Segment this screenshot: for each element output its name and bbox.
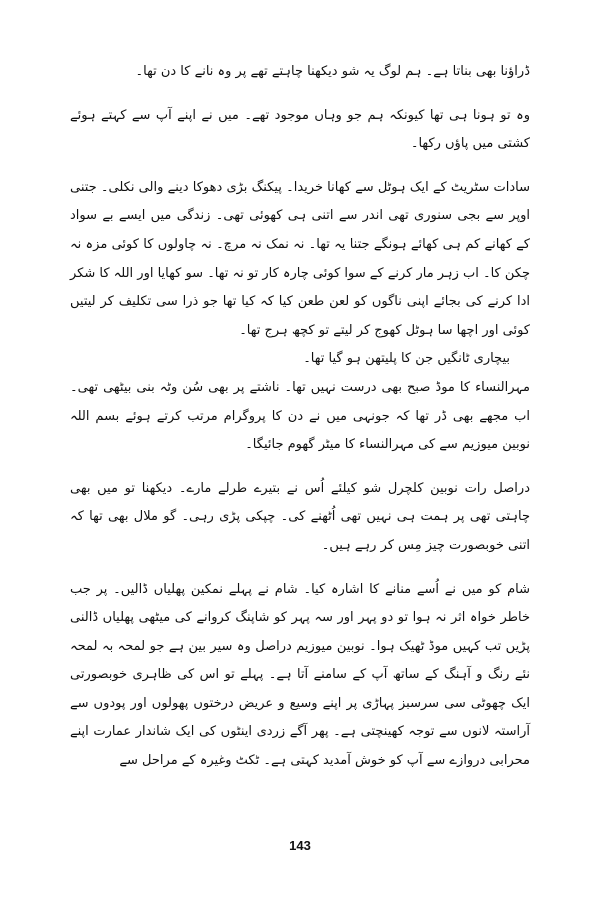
paragraph: دراصل رات نوبین کلچرل شو کیلئے اُس نے بتیرے طرلے مارے۔ دیکھنا تو میں بھی چاہتی تھی پر ہمت ہی نہیں تھی اُٹھنے کی۔ چپکی پڑی رہی۔ گو ملال بھی تھا کہ اتنی خوبصورت چیز مِس کر رہے ہیں۔ bbox=[70, 480, 530, 553]
paragraph: وہ تو ہونا ہی تھا کیونکہ ہم جو وہاں موجود تھے۔ میں نے اپنے آپ سے کہتے ہوئے کشتی میں پاؤں رکھا۔ bbox=[70, 107, 530, 152]
paragraph: مہرالنساء کا موڈ صبح بھی درست نہیں تھا۔ ناشتے پر بھی سُن وٹہ بنی بیٹھی تھی۔ اب مجھے بھی ڈر تھا کہ جونہی میں نے دن کا پروگرام مرتب کرتے ہوئے بسم اللہ نوبین میوزیم سے کی مہرالنساء کا میٹر گھوم جائیگا۔ bbox=[70, 379, 530, 453]
paragraph: ڈراؤنا بھی بناتا ہے۔ ہم لوگ یہ شو دیکھنا چاہتے تھے پر وہ نانے کا دن تھا۔ bbox=[135, 64, 530, 79]
paragraph: بیچاری ٹانگیں جن کا پلیتھن ہو گیا تھا۔ bbox=[303, 351, 510, 367]
paragraph: شام کو میں نے اُسے منانے کا اشارہ کیا۔ شام نے پہلے نمکین پھلیاں ڈالیں۔ پر جب خاطر خواہ اثر نہ ہوا تو دو پہر اور سہ پہر کو شاپنگ کروانے کی میٹھی پھلیاں ڈالنی پڑیں تب کہیں موڈ ٹھیک ہوا۔ نوبین میوزیم دراصل وہ سیر بین ہے جو لمحہ بہ لمحہ نئے رنگ و آہنگ کے ساتھ آپ کے سامنے آتا ہے۔ پہلے تو اس کی ظاہری خوبصورتی ایک چھوٹی سی سرسبز پہاڑی پر اپنے وسیع و عریض درختوں پھولوں اور پودوں سے آراستہ لانوں سے توجہ کھینچتی ہے۔ پھر آگے زردی اینٹوں کی ایک شاندار عمارت اپنے محرابی دروازے سے آپ کو خوش آمدید کہتی ہے۔ ٹکٹ وغیرہ کے مراحل سے bbox=[70, 581, 530, 769]
paragraph: سادات سٹریٹ کے ایک ہوٹل سے کھانا خریدا۔ پیکنگ بڑی دھوکا دینے والی نکلی۔ جتنی اوپر سے بجی سنوری تھی اندر سے اتنی ہی کھوئی تھی۔ زندگی میں ایسے بے سواد کے کھانے کم ہی کھائے ہونگے جتنا یہ تھا۔ نہ نمک نہ مرچ۔ نہ چاولوں کا کوئی مزہ نہ چکن کا۔ اب زہر مار کرنے کے سوا کوئی چارہ کار تو نہ تھا۔ سو کھایا اور اللہ کا شکر ادا کرنے کی بجائے اپنی ناگوں کو لعن طعن کیا کہ کیا تھا جو ذرا سی تکلیف کر لیتیں کوئی اور اچھا سا ہوٹل کھوج کر لیتے تو کچھ ہرج تھا۔ bbox=[70, 179, 530, 338]
page-number: 143 bbox=[289, 838, 311, 853]
body-text bbox=[70, 58, 530, 776]
